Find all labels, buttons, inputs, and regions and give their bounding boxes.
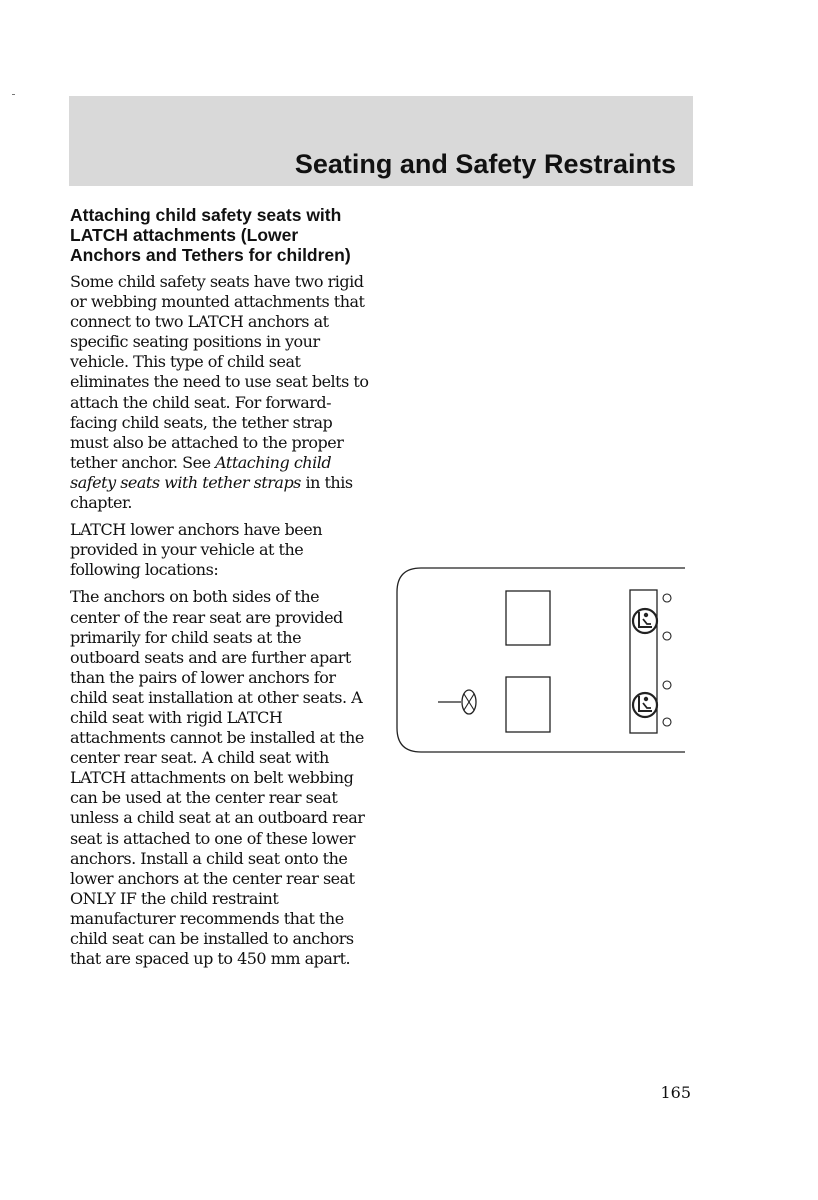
section-heading: Attaching child safety seats with LATCH attachments (Lower Anchors and Tethers for children): [70, 205, 351, 265]
corner-mark: [12, 94, 15, 95]
header-band: [69, 96, 693, 186]
paragraph-text: Some child safety seats have two rigid or webbing mounted attachments that connect to two LATCH anchors at specific seating positions in your vehicle. This type of child seat eliminates the need to use seat belts to attach the child seat. For forward-facing child seats, the tether strap must also be attached to the proper tether anchor. See: [70, 272, 369, 472]
steering-wheel-icon: [438, 690, 476, 714]
lower-anchor-icon: [663, 718, 671, 726]
lower-anchor-icon: [663, 594, 671, 602]
page-title: Seating and Safety Restraints: [294, 149, 676, 179]
latch-anchor-location-diagram: [395, 564, 687, 754]
main-content: [70, 205, 370, 976]
lower-anchor-icon: [663, 632, 671, 640]
paragraph-anchor-locations: LATCH lower anchors have been provided in your vehicle at the following locations:: [70, 520, 323, 580]
child-seat-symbol-icon: [633, 693, 657, 717]
page-number: 165: [660, 1083, 691, 1102]
lower-anchor-icon: [663, 681, 671, 689]
child-seat-symbol-icon: [633, 609, 657, 633]
paragraph-latch-intro: [70, 272, 370, 513]
paragraph-center-seat: The anchors on both sides of the center of the rear seat are provided primarily for child seats at the outboard seats and are further apart than the pairs of lower anchors for child seat installation at other seats. A child seat with rigid LATCH attachments cannot be installed at the center rear seat. A child seat with LATCH attachments on belt webbing can be used at the center rear seat unless a child seat at an outboard rear seat is attached to one of these lower anchors. Install a child seat onto the lower anchors at the center rear seat ONLY IF the child restraint manufacturer recommends that the child seat can be installed to anchors that are spaced up to 450 mm apart.: [70, 587, 365, 969]
front-seat-icon: [506, 591, 550, 645]
paragraph-text: in this chapter.: [70, 472, 353, 513]
cross-reference: Attaching child safety seats with tether straps: [70, 452, 332, 492]
front-seat-icon: [506, 677, 550, 732]
